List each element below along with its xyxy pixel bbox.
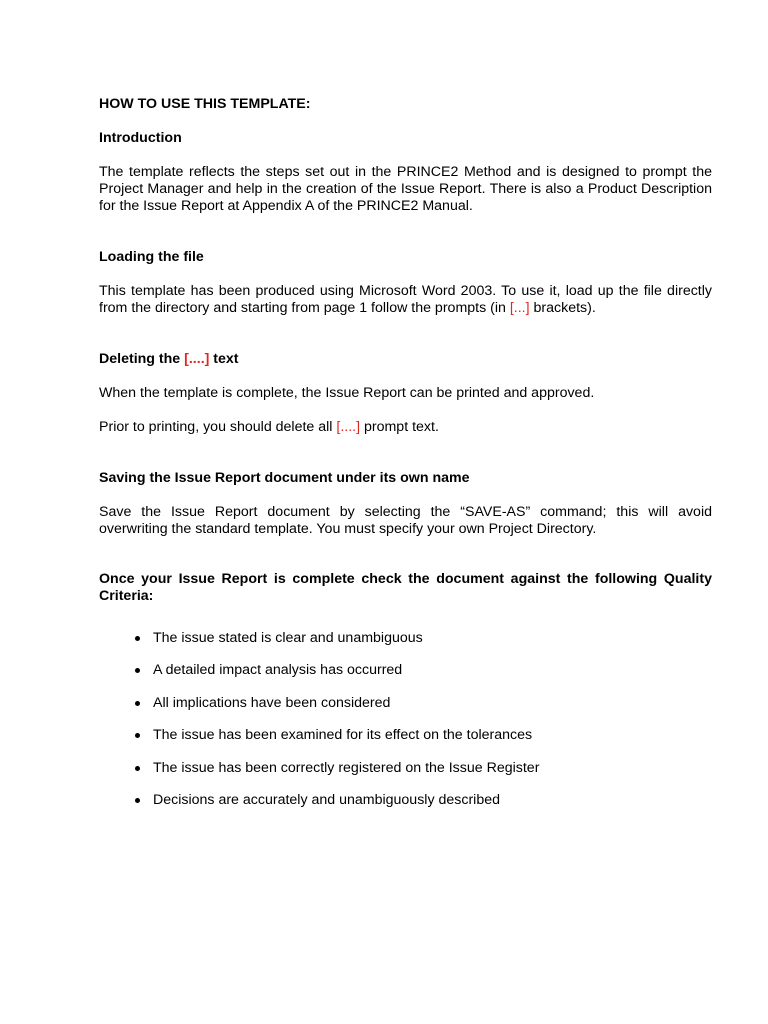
section-title-loading: Loading the file (99, 249, 204, 265)
list-item-text: Decisions are accurately and unambiguously described (153, 791, 500, 808)
list-item (99, 695, 712, 727)
list-item (99, 727, 712, 759)
list-item-text: A detailed impact analysis has occurred (153, 662, 403, 679)
saving-paragraph: Save the Issue Report document by selecting the “SAVE-AS” command; this will avoid overwriting the standard template. You must specify your own Project Directory. (99, 504, 712, 537)
bullet-icon (135, 636, 140, 641)
list-item (99, 792, 712, 824)
introduction-paragraph: The template reflects the steps set out in the PRINCE2 Method and is designed to prompt the Project Manager and help in the creation of the Issue Report. There is also a Product Description for the Issue Report at Appendix A of the PRINCE2 Manual. (99, 164, 712, 214)
deleting-text-end: prompt text. (360, 419, 439, 435)
deleting-paragraph-2 (99, 419, 712, 436)
deleting-text-start: Prior to printing, you should delete all (99, 419, 337, 435)
deleting-title-start: Deleting the (99, 351, 185, 367)
prompt-marker: [....] (336, 419, 361, 435)
section-title-introduction: Introduction (99, 130, 182, 146)
bullet-icon (135, 733, 140, 738)
deleting-title-end: text (209, 351, 239, 367)
loading-text-end: brackets). (529, 300, 596, 316)
document-heading: HOW TO USE THIS TEMPLATE: (99, 96, 311, 112)
section-title-deleting (99, 351, 712, 368)
list-item-text: The issue stated is clear and unambiguous (153, 630, 423, 646)
list-item (99, 760, 712, 792)
list-item-text: The issue has been examined for its effect on the tolerances (153, 727, 533, 744)
bullet-icon (135, 766, 140, 771)
list-item-text: All implications have been considered (153, 694, 391, 711)
list-item (99, 662, 712, 694)
list-item (99, 630, 712, 662)
section-title-saving: Saving the Issue Report document under its own name (99, 470, 470, 486)
loading-paragraph (99, 283, 712, 317)
list-item-text: The issue has been correctly registered on the Issue Register (153, 759, 540, 776)
prompt-marker: [....] (184, 351, 210, 367)
prompt-marker: [...] (509, 300, 530, 316)
loading-text-start: This template has been produced using Microsoft Word 2003. To use it, load up the file directly from the directory and starting from page 1 follow the prompts (in (99, 283, 712, 316)
bullet-icon (135, 798, 140, 803)
deleting-paragraph-1: When the template is complete, the Issue Report can be printed and approved. (99, 385, 595, 401)
quality-criteria-list (99, 630, 712, 824)
bullet-icon (135, 668, 140, 673)
bullet-icon (135, 701, 140, 706)
section-title-quality-criteria: Once your Issue Report is complete check the document against the following Quality Criteria: (99, 571, 712, 604)
